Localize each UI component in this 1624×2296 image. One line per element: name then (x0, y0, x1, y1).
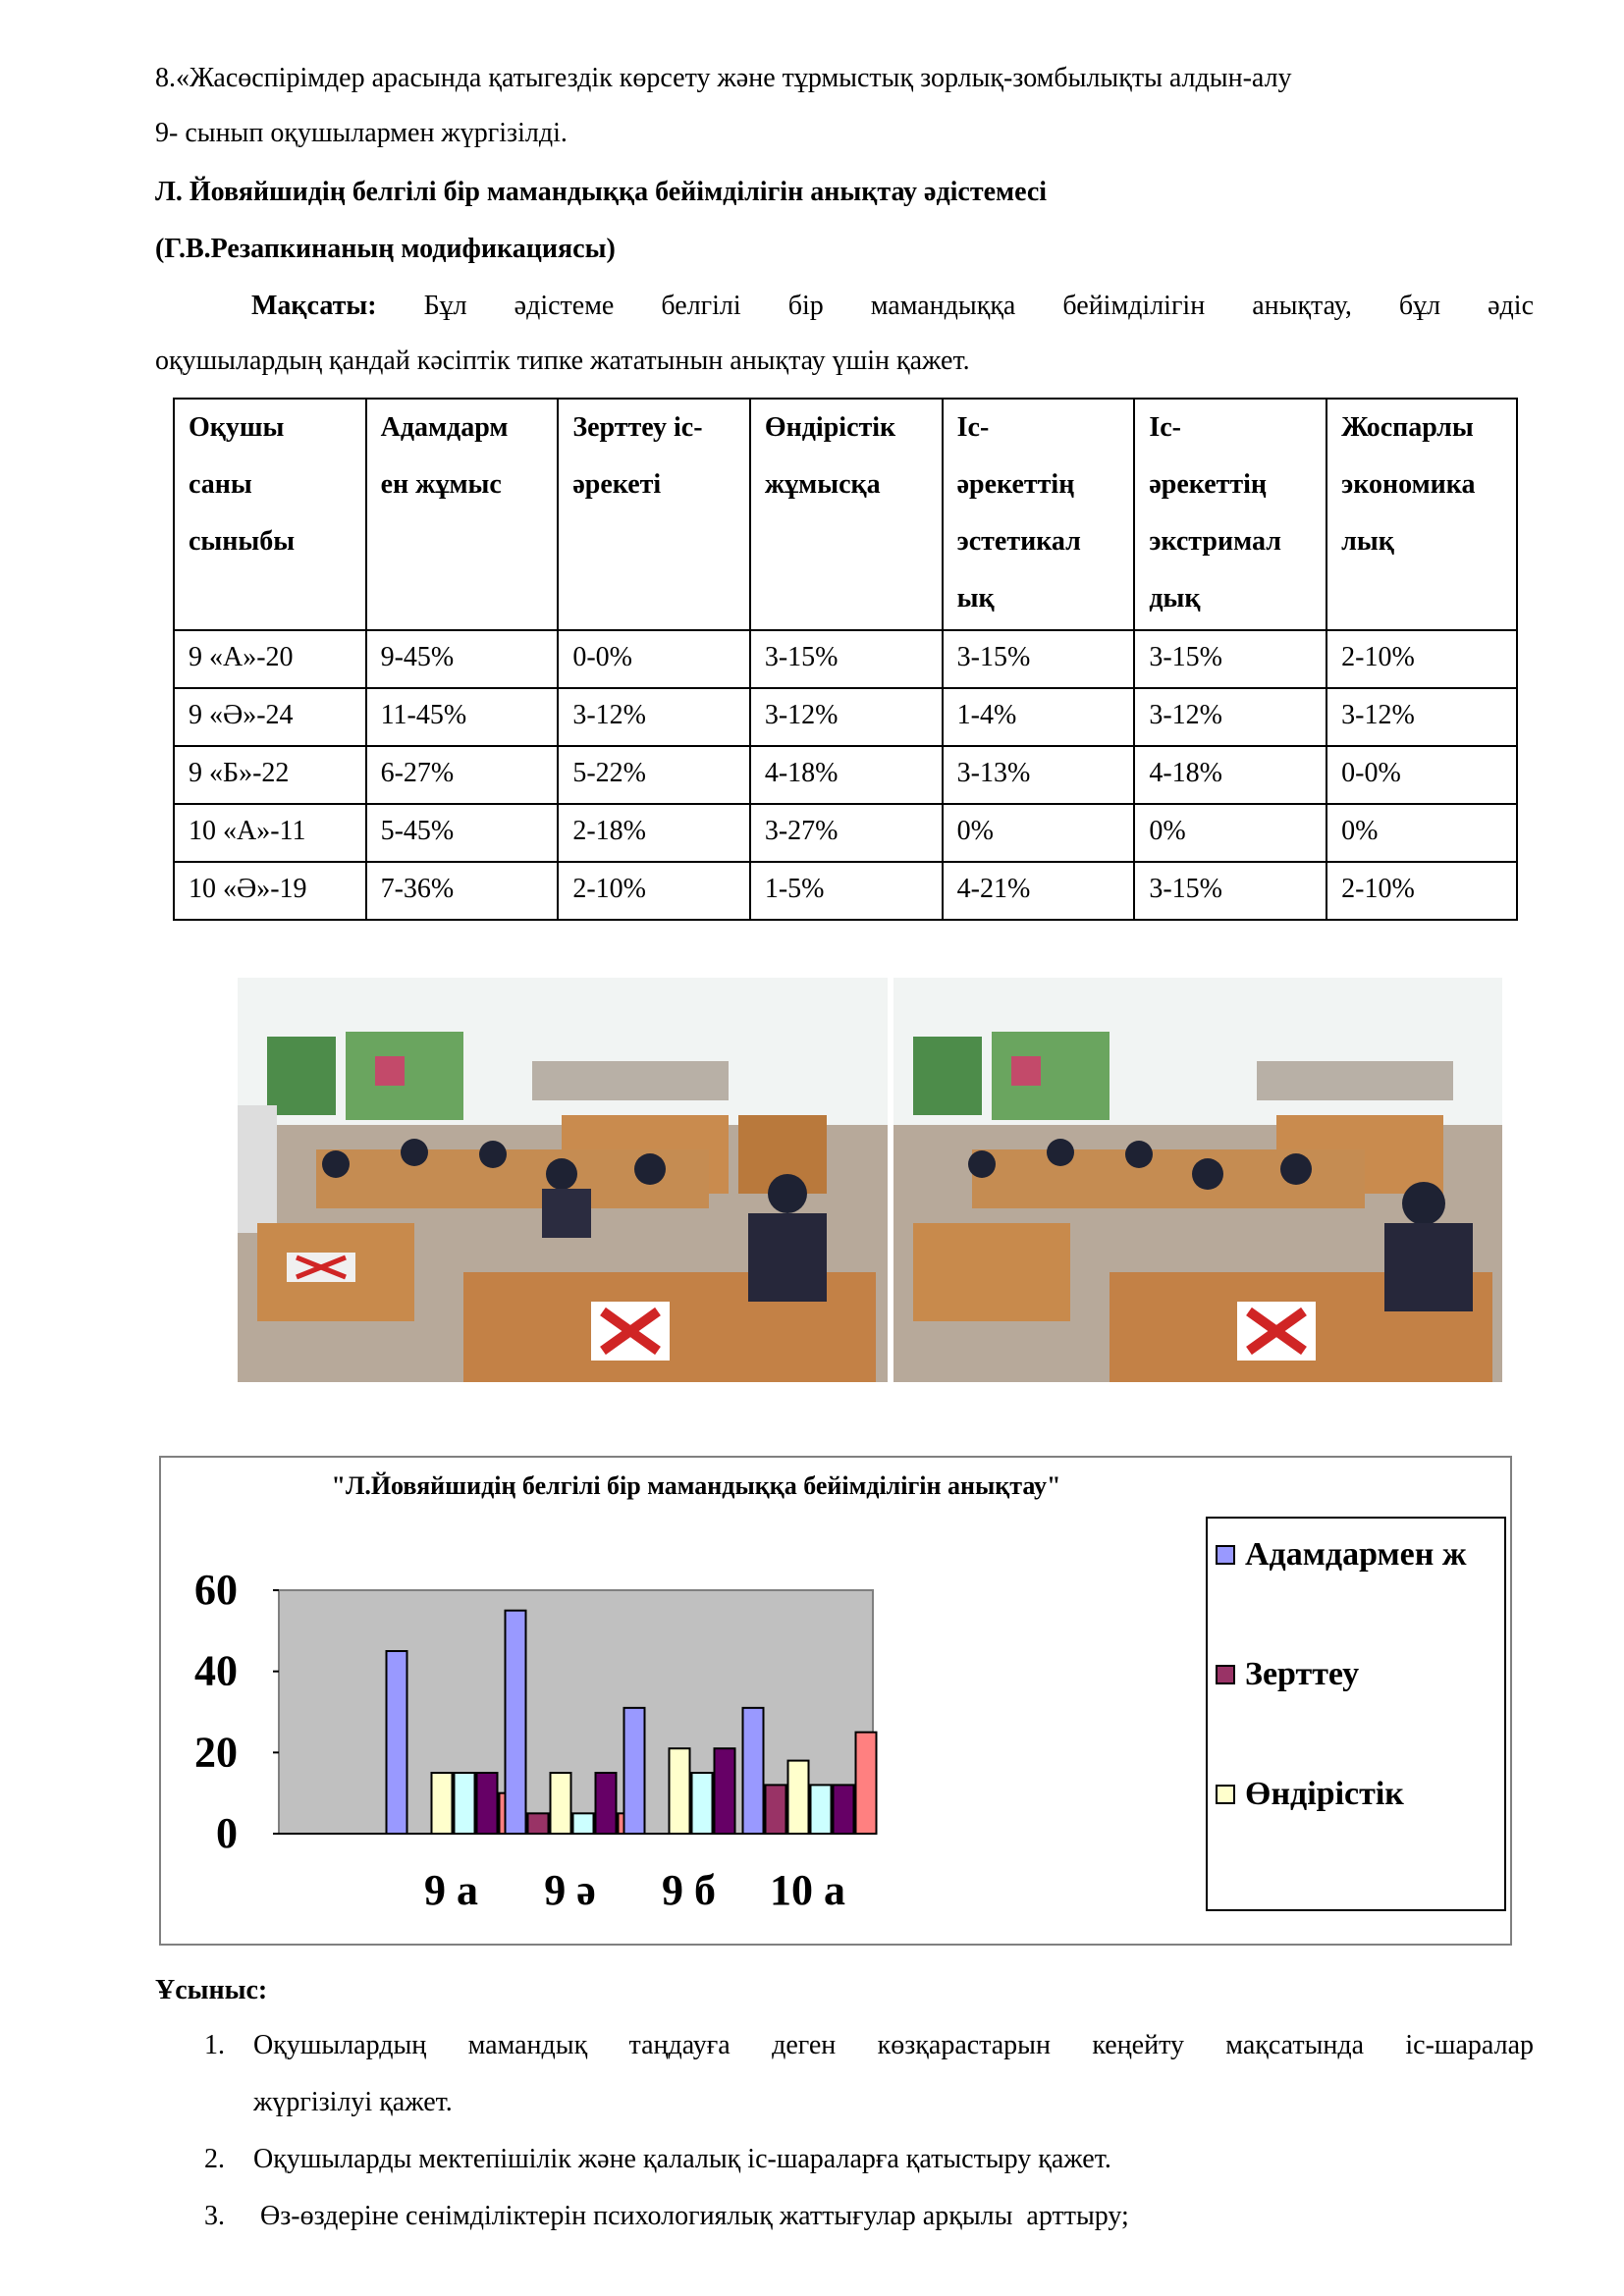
table-cell: 1-5% (750, 862, 943, 920)
goal-paragraph-line-1 (155, 289, 1534, 324)
table-header-cell (1134, 399, 1326, 630)
bar-chart (161, 1458, 1202, 1944)
rec-2-number: 2. (204, 2144, 225, 2174)
x-tick-label: 9 а (424, 1866, 478, 1914)
rec-2-line-1: Оқушыларды мектепішілік және қалалық іс-шараларға қатыстыру қажет. (253, 2144, 1111, 2174)
table-cell: 0% (943, 804, 1135, 862)
y-tick-label: 0 (216, 1809, 238, 1857)
rec-3-number: 3. (204, 2201, 225, 2231)
table-cell: 3-12% (558, 688, 750, 746)
bar (670, 1748, 690, 1834)
table-header-row (174, 399, 1517, 630)
bar (856, 1733, 877, 1834)
table-cell: 3-12% (1326, 688, 1517, 746)
table-cell: 1-4% (943, 688, 1135, 746)
table-cell: 2-18% (558, 804, 750, 862)
header-line: Жоспарлы (1341, 412, 1474, 443)
table-cell: 0-0% (558, 630, 750, 688)
table-cell: 10 «Ә»-19 (174, 862, 366, 920)
table-header-cell (366, 399, 559, 630)
method-subtitle: (Г.В.Резапкинаның модификациясы) (155, 234, 616, 264)
header-line: Өндірістік (764, 412, 896, 443)
bar (387, 1651, 407, 1834)
table-cell: 5-45% (366, 804, 559, 862)
header-line: Оқушы (189, 412, 285, 443)
table-body (174, 630, 1517, 920)
classroom-photo-right (893, 978, 1502, 1382)
table-cell: 3-15% (943, 630, 1135, 688)
goal-text-1: Бұл әдістеме белгілі бір мамандыққа бейімділігін анықтау, бұл әдіс (423, 291, 1534, 321)
legend-label: Өндірістік (1245, 1776, 1404, 1812)
table-cell: 9 «Б»-22 (174, 746, 366, 804)
goal-label: Мақсаты: (251, 291, 377, 321)
header-line: ен жұмыс (380, 469, 502, 500)
y-tick-label: 20 (194, 1728, 238, 1777)
y-tick-label: 60 (194, 1566, 238, 1614)
table-cell: 9-45% (366, 630, 559, 688)
header-line: лық (1341, 526, 1394, 557)
header-line: әрекеті (572, 469, 662, 500)
table-cell: 2-10% (1326, 862, 1517, 920)
method-title: Л. Йовяйшидің белгілі бір мамандыққа бейімділігін анықтау әдістемесі (155, 177, 1048, 207)
bar (743, 1708, 764, 1834)
goal-paragraph-line-2: оқушылардың қандай кәсіптік типке жататынын анықтау үшін қажет. (155, 346, 970, 376)
table-cell: 10 «А»-11 (174, 804, 366, 862)
table-cell: 3-15% (750, 630, 943, 688)
classroom-photo-left (238, 978, 888, 1382)
table-cell: 2-10% (1326, 630, 1517, 688)
bar (624, 1708, 645, 1834)
bar (788, 1761, 809, 1834)
table-header-cell (750, 399, 943, 630)
intro-line-2: 9- сынып оқушылармен жүргізілді. (155, 118, 568, 148)
bar (528, 1813, 549, 1834)
header-line: әрекеттің (1149, 469, 1268, 500)
x-tick-label: 9 б (662, 1866, 716, 1914)
bar (477, 1773, 498, 1834)
table-cell: 0% (1326, 804, 1517, 862)
bar (766, 1785, 786, 1834)
table-header-cell (558, 399, 750, 630)
bar (834, 1785, 854, 1834)
table-row (174, 746, 1517, 804)
header-line: экономика (1341, 469, 1476, 500)
y-tick-label: 40 (194, 1646, 238, 1695)
table-header-cell (943, 399, 1135, 630)
table-cell: 7-36% (366, 862, 559, 920)
chart-frame (159, 1456, 1512, 1946)
bar (596, 1773, 617, 1834)
rec-1-line-2: жүргізілуі қажет. (253, 2087, 453, 2117)
table-row (174, 630, 1517, 688)
bar (692, 1773, 713, 1834)
rec-3-line-1: Өз-өздеріне сенімділіктерін психологиялық жаттығулар арқылы арттыру; (253, 2201, 1129, 2231)
table-cell: 3-12% (1134, 688, 1326, 746)
bar (715, 1748, 735, 1834)
legend-label: Адамдармен ж (1245, 1536, 1467, 1573)
x-tick-label: 10 а (770, 1866, 845, 1914)
legend-swatch (1216, 1785, 1235, 1804)
table-cell: 0-0% (1326, 746, 1517, 804)
bar (506, 1611, 526, 1834)
table-row (174, 804, 1517, 862)
header-line: саны (189, 469, 252, 500)
header-line: Адамдарм (380, 412, 509, 443)
table-cell: 4-21% (943, 862, 1135, 920)
bar (551, 1773, 571, 1834)
legend-swatch (1216, 1665, 1235, 1684)
chart-legend (1206, 1517, 1506, 1911)
table-row (174, 688, 1517, 746)
header-line: дық (1149, 583, 1201, 614)
header-line: Іс- (956, 412, 990, 443)
header-line: әрекеттің (956, 469, 1075, 500)
legend-item (1216, 1776, 1500, 1813)
legend-item (1216, 1656, 1500, 1693)
x-tick-label: 9 ә (544, 1866, 596, 1914)
survey-results-table (173, 398, 1518, 921)
table-header-cell (1326, 399, 1517, 630)
chart-title: "Л.Йовяйшидің белгілі бір мамандыққа бейімділігін анықтау" (331, 1471, 1061, 1500)
table-cell: 4-18% (1134, 746, 1326, 804)
table-cell: 2-10% (558, 862, 750, 920)
bar (811, 1785, 832, 1834)
header-line: ық (956, 583, 995, 614)
table-cell: 3-15% (1134, 630, 1326, 688)
table-cell: 0% (1134, 804, 1326, 862)
table-cell: 5-22% (558, 746, 750, 804)
header-line: эстетикал (956, 526, 1081, 557)
bar (573, 1813, 594, 1834)
table-cell: 9 «Ә»-24 (174, 688, 366, 746)
table-cell: 3-15% (1134, 862, 1326, 920)
rec-1-line-1: Оқушылардың мамандық таңдауға деген көзқарастарын кеңейту мақсатында іс-шаралар (253, 2030, 1534, 2060)
header-line: экстримал (1149, 526, 1281, 557)
table-cell: 6-27% (366, 746, 559, 804)
recommendations-heading: Ұсыныс: (155, 1975, 268, 2005)
table-cell: 3-12% (750, 688, 943, 746)
rec-1-number: 1. (204, 2030, 225, 2060)
legend-label: Зерттеу (1245, 1656, 1360, 1692)
header-line: сыныбы (189, 526, 296, 557)
intro-line-1: 8.«Жасөспірімдер арасында қатыгездік көрсету және тұрмыстық зорлық-зомбылықты алдын-алу (155, 63, 1292, 93)
table-header-cell (174, 399, 366, 630)
header-line: Іс- (1149, 412, 1181, 443)
header-line: Зерттеу іс- (572, 412, 703, 443)
header-line: жұмысқа (764, 469, 881, 500)
table-row (174, 862, 1517, 920)
table-cell: 9 «А»-20 (174, 630, 366, 688)
table-cell: 3-27% (750, 804, 943, 862)
bar (432, 1773, 453, 1834)
bar (455, 1773, 475, 1834)
legend-swatch (1216, 1545, 1235, 1565)
table-cell: 3-13% (943, 746, 1135, 804)
table-cell: 11-45% (366, 688, 559, 746)
table-cell: 4-18% (750, 746, 943, 804)
legend-item (1216, 1536, 1500, 1574)
